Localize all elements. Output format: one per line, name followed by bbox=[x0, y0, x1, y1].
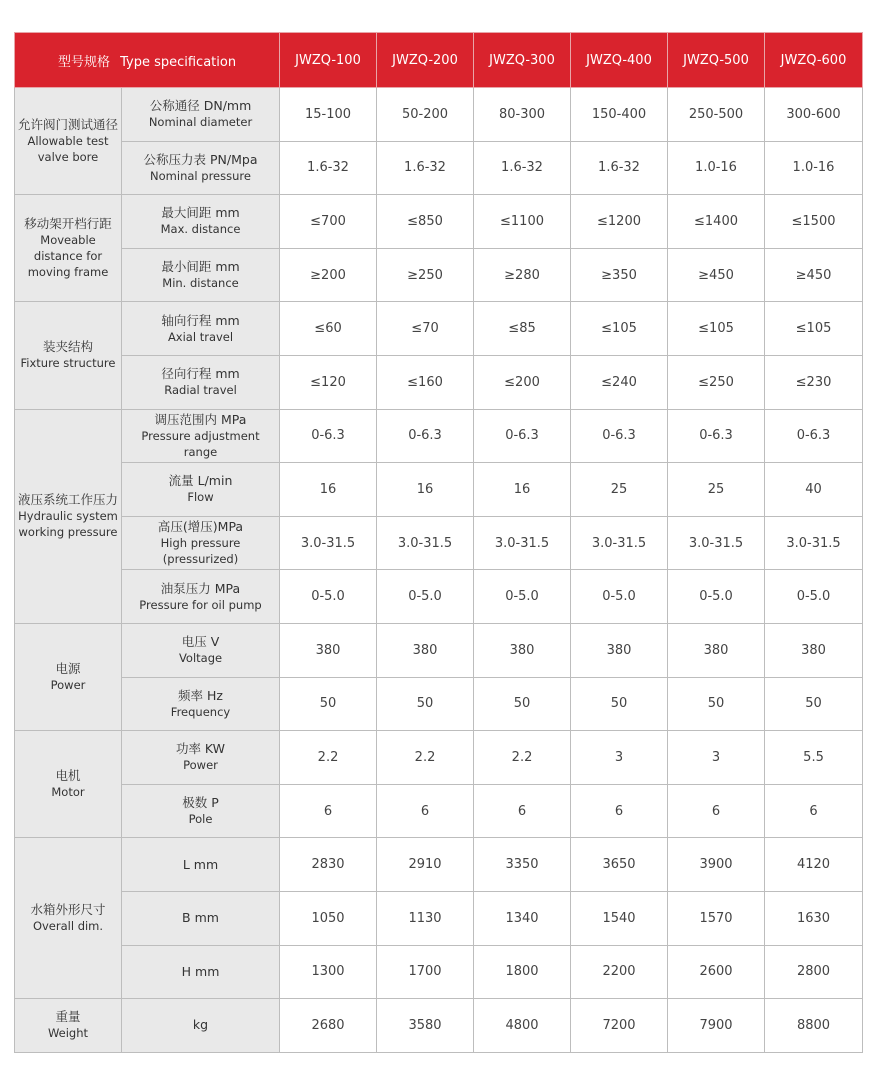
value-cell: 0-6.3 bbox=[571, 409, 668, 463]
table-row bbox=[15, 195, 863, 249]
value-cell: 0-5.0 bbox=[377, 570, 474, 624]
value-cell: 3 bbox=[571, 731, 668, 785]
parameter-label bbox=[122, 516, 280, 570]
group-label-zh: 装夹结构 bbox=[42, 339, 93, 355]
parameter-label-en: Pressure adjustment range bbox=[141, 428, 260, 459]
value-cell: ≤1100 bbox=[474, 195, 571, 249]
parameter-label bbox=[122, 677, 280, 731]
parameter-label-en: Max. distance bbox=[160, 222, 241, 237]
value-cell: 50-200 bbox=[377, 88, 474, 142]
value-cell: 1540 bbox=[571, 891, 668, 945]
value-cell: ≤1500 bbox=[765, 195, 863, 249]
value-cell: 15-100 bbox=[280, 88, 377, 142]
parameter-label bbox=[122, 731, 280, 785]
table-row bbox=[15, 945, 863, 999]
value-cell: ≥350 bbox=[571, 248, 668, 302]
value-cell: 250-500 bbox=[668, 88, 765, 142]
value-cell: ≤1200 bbox=[571, 195, 668, 249]
value-cell: ≥280 bbox=[474, 248, 571, 302]
value-cell: 25 bbox=[571, 463, 668, 517]
value-cell: 16 bbox=[377, 463, 474, 517]
value-cell: 7200 bbox=[571, 999, 668, 1053]
value-cell: 6 bbox=[280, 784, 377, 838]
value-cell: 6 bbox=[474, 784, 571, 838]
value-cell: 0-6.3 bbox=[280, 409, 377, 463]
value-cell: 1700 bbox=[377, 945, 474, 999]
group-label-en: Hydraulic system working pressure bbox=[18, 509, 118, 540]
value-cell: 0-5.0 bbox=[474, 570, 571, 624]
group-label-en: Overall dim. bbox=[32, 919, 104, 934]
group-label-zh: 允许阀门测试通径 bbox=[17, 117, 118, 133]
value-cell: ≤60 bbox=[280, 302, 377, 356]
value-cell: 1.6-32 bbox=[377, 141, 474, 195]
spec-header-zh: 型号规格 bbox=[57, 54, 110, 70]
value-cell: ≤850 bbox=[377, 195, 474, 249]
value-cell: 3.0-31.5 bbox=[474, 516, 571, 570]
value-cell: ≤120 bbox=[280, 355, 377, 409]
group-label bbox=[15, 409, 122, 623]
table-row bbox=[15, 784, 863, 838]
parameter-label-en: Frequency bbox=[170, 704, 231, 719]
table-row bbox=[15, 516, 863, 570]
value-cell: 8800 bbox=[765, 999, 863, 1053]
value-cell: 3.0-31.5 bbox=[571, 516, 668, 570]
parameter-label-zh: 极数 P bbox=[182, 795, 219, 811]
parameter-label-zh: 最小间距 mm bbox=[161, 259, 240, 275]
group-label-en: Motor bbox=[51, 785, 85, 800]
value-cell: 5.5 bbox=[765, 731, 863, 785]
group-label bbox=[15, 999, 122, 1053]
value-cell: 0-6.3 bbox=[668, 409, 765, 463]
parameter-label-zh: kg bbox=[192, 1017, 209, 1033]
value-cell: 380 bbox=[571, 623, 668, 677]
parameter-label-zh: B mm bbox=[182, 910, 219, 926]
value-cell: 0-5.0 bbox=[668, 570, 765, 624]
value-cell: 50 bbox=[280, 677, 377, 731]
value-cell: 380 bbox=[474, 623, 571, 677]
group-label-zh: 重量 bbox=[55, 1009, 81, 1025]
model-header: JWZQ-200 bbox=[377, 33, 474, 88]
parameter-label bbox=[122, 302, 280, 356]
group-label-en: Moveable distance for moving frame bbox=[27, 233, 109, 280]
value-cell: 2.2 bbox=[377, 731, 474, 785]
model-header: JWZQ-100 bbox=[280, 33, 377, 88]
table-row bbox=[15, 141, 863, 195]
value-cell: 380 bbox=[377, 623, 474, 677]
value-cell: ≤250 bbox=[668, 355, 765, 409]
group-label bbox=[15, 623, 122, 730]
value-cell: ≤105 bbox=[668, 302, 765, 356]
group-label-en: Fixture structure bbox=[20, 356, 116, 371]
value-cell: ≤70 bbox=[377, 302, 474, 356]
parameter-label bbox=[122, 88, 280, 142]
table-row bbox=[15, 623, 863, 677]
value-cell: 6 bbox=[668, 784, 765, 838]
value-cell: 4120 bbox=[765, 838, 863, 892]
value-cell: 2.2 bbox=[474, 731, 571, 785]
value-cell: 1800 bbox=[474, 945, 571, 999]
value-cell: 1050 bbox=[280, 891, 377, 945]
group-label-zh: 电源 bbox=[55, 661, 81, 677]
parameter-label bbox=[122, 141, 280, 195]
table-row bbox=[15, 570, 863, 624]
parameter-label-zh: 高压(增压)MPa bbox=[157, 519, 244, 535]
value-cell: 1630 bbox=[765, 891, 863, 945]
value-cell: 7900 bbox=[668, 999, 765, 1053]
value-cell: 380 bbox=[765, 623, 863, 677]
parameter-label bbox=[122, 623, 280, 677]
value-cell: 2910 bbox=[377, 838, 474, 892]
parameter-label-zh: 径向行程 mm bbox=[161, 366, 240, 382]
parameter-label-zh: 公称通径 DN/mm bbox=[149, 98, 252, 114]
value-cell: ≤230 bbox=[765, 355, 863, 409]
group-label-zh: 液压系统工作压力 bbox=[17, 492, 118, 508]
value-cell: 2680 bbox=[280, 999, 377, 1053]
value-cell: ≤1400 bbox=[668, 195, 765, 249]
model-header: JWZQ-300 bbox=[474, 33, 571, 88]
parameter-label-zh: H mm bbox=[181, 963, 220, 979]
table-row bbox=[15, 999, 863, 1053]
parameter-label-zh: 电压 V bbox=[181, 634, 220, 650]
value-cell: 0-6.3 bbox=[765, 409, 863, 463]
value-cell: 3.0-31.5 bbox=[377, 516, 474, 570]
parameter-label-en: Radial travel bbox=[164, 383, 237, 398]
value-cell: ≤85 bbox=[474, 302, 571, 356]
value-cell: 0-6.3 bbox=[377, 409, 474, 463]
value-cell: ≤200 bbox=[474, 355, 571, 409]
value-cell: 1.6-32 bbox=[474, 141, 571, 195]
value-cell: ≥200 bbox=[280, 248, 377, 302]
value-cell: 80-300 bbox=[474, 88, 571, 142]
group-label-en: Allowable test valve bore bbox=[27, 134, 109, 165]
parameter-label-en: High pressure (pressurized) bbox=[160, 536, 241, 567]
value-cell: 4800 bbox=[474, 999, 571, 1053]
model-header: JWZQ-400 bbox=[571, 33, 668, 88]
group-label bbox=[15, 302, 122, 409]
parameter-label bbox=[122, 784, 280, 838]
parameter-label bbox=[122, 355, 280, 409]
spec-table bbox=[14, 32, 863, 1053]
parameter-label-zh: 最大间距 mm bbox=[161, 205, 240, 221]
value-cell: 25 bbox=[668, 463, 765, 517]
parameter-label-zh: 流量 L/min bbox=[168, 473, 233, 489]
value-cell: 2200 bbox=[571, 945, 668, 999]
spec-header bbox=[15, 33, 280, 88]
value-cell: ≥450 bbox=[765, 248, 863, 302]
group-label-zh: 水箱外形尺寸 bbox=[30, 902, 106, 918]
value-cell: 3.0-31.5 bbox=[668, 516, 765, 570]
table-row bbox=[15, 302, 863, 356]
group-label-zh: 电机 bbox=[55, 768, 81, 784]
table-row bbox=[15, 731, 863, 785]
parameter-label bbox=[122, 945, 280, 999]
group-label-en: Power bbox=[50, 678, 86, 693]
parameter-label bbox=[122, 999, 280, 1053]
group-label bbox=[15, 838, 122, 999]
table-row bbox=[15, 248, 863, 302]
table-row bbox=[15, 88, 863, 142]
value-cell: 1.6-32 bbox=[571, 141, 668, 195]
parameter-label-en: Nominal diameter bbox=[148, 115, 253, 130]
value-cell: 3 bbox=[668, 731, 765, 785]
group-label-zh: 移动架开档行距 bbox=[24, 216, 112, 232]
spec-table-body bbox=[15, 88, 863, 1053]
parameter-label-en: Pressure for oil pump bbox=[139, 597, 262, 612]
parameter-label bbox=[122, 195, 280, 249]
parameter-label-zh: 油泵压力 MPa bbox=[160, 580, 241, 596]
table-row bbox=[15, 677, 863, 731]
parameter-label bbox=[122, 409, 280, 463]
model-header: JWZQ-600 bbox=[765, 33, 863, 88]
table-row bbox=[15, 891, 863, 945]
value-cell: 2800 bbox=[765, 945, 863, 999]
table-row bbox=[15, 409, 863, 463]
group-label-en: Weight bbox=[47, 1026, 89, 1041]
parameter-label bbox=[122, 248, 280, 302]
parameter-label-zh: 功率 KW bbox=[175, 741, 226, 757]
table-row bbox=[15, 355, 863, 409]
parameter-label-zh: L mm bbox=[182, 856, 219, 872]
value-cell: 380 bbox=[280, 623, 377, 677]
value-cell: 2600 bbox=[668, 945, 765, 999]
parameter-label-en: Min. distance bbox=[162, 276, 239, 291]
value-cell: 50 bbox=[474, 677, 571, 731]
value-cell: 50 bbox=[668, 677, 765, 731]
value-cell: 0-5.0 bbox=[765, 570, 863, 624]
value-cell: 16 bbox=[474, 463, 571, 517]
value-cell: 6 bbox=[377, 784, 474, 838]
value-cell: 1.0-16 bbox=[765, 141, 863, 195]
parameter-label-en: Nominal pressure bbox=[150, 168, 251, 183]
parameter-label-en: Pole bbox=[188, 812, 213, 827]
header-row bbox=[15, 33, 863, 88]
value-cell: 3650 bbox=[571, 838, 668, 892]
value-cell: 1.6-32 bbox=[280, 141, 377, 195]
parameter-label-en: Axial travel bbox=[167, 329, 234, 344]
value-cell: 150-400 bbox=[571, 88, 668, 142]
parameter-label bbox=[122, 891, 280, 945]
value-cell: ≤105 bbox=[765, 302, 863, 356]
spec-header-en: Type specification bbox=[120, 54, 237, 70]
value-cell: 3580 bbox=[377, 999, 474, 1053]
value-cell: 0-6.3 bbox=[474, 409, 571, 463]
parameter-label-zh: 轴向行程 mm bbox=[161, 312, 240, 328]
value-cell: ≥450 bbox=[668, 248, 765, 302]
value-cell: 1300 bbox=[280, 945, 377, 999]
group-label bbox=[15, 195, 122, 302]
table-row bbox=[15, 838, 863, 892]
value-cell: 50 bbox=[765, 677, 863, 731]
value-cell: 3350 bbox=[474, 838, 571, 892]
parameter-label-zh: 公称压力表 PN/Mpa bbox=[143, 151, 258, 167]
value-cell: 380 bbox=[668, 623, 765, 677]
value-cell: ≥250 bbox=[377, 248, 474, 302]
value-cell: 16 bbox=[280, 463, 377, 517]
value-cell: 1340 bbox=[474, 891, 571, 945]
value-cell: ≤700 bbox=[280, 195, 377, 249]
parameter-label-zh: 调压范围内 MPa bbox=[154, 411, 247, 427]
value-cell: 0-5.0 bbox=[571, 570, 668, 624]
value-cell: ≤160 bbox=[377, 355, 474, 409]
parameter-label bbox=[122, 838, 280, 892]
value-cell: 3.0-31.5 bbox=[280, 516, 377, 570]
value-cell: 1130 bbox=[377, 891, 474, 945]
value-cell: 1.0-16 bbox=[668, 141, 765, 195]
group-label bbox=[15, 88, 122, 195]
value-cell: 50 bbox=[377, 677, 474, 731]
value-cell: 300-600 bbox=[765, 88, 863, 142]
parameter-label-en: Voltage bbox=[178, 651, 223, 666]
group-label bbox=[15, 731, 122, 838]
spec-table-container bbox=[14, 32, 862, 1053]
value-cell: 6 bbox=[765, 784, 863, 838]
table-row bbox=[15, 463, 863, 517]
value-cell: 2830 bbox=[280, 838, 377, 892]
parameter-label-zh: 频率 Hz bbox=[178, 687, 223, 703]
value-cell: 40 bbox=[765, 463, 863, 517]
value-cell: 2.2 bbox=[280, 731, 377, 785]
value-cell: 3.0-31.5 bbox=[765, 516, 863, 570]
value-cell: 1570 bbox=[668, 891, 765, 945]
parameter-label bbox=[122, 570, 280, 624]
value-cell: 0-5.0 bbox=[280, 570, 377, 624]
value-cell: 6 bbox=[571, 784, 668, 838]
value-cell: ≤240 bbox=[571, 355, 668, 409]
value-cell: 3900 bbox=[668, 838, 765, 892]
value-cell: 50 bbox=[571, 677, 668, 731]
parameter-label-en: Flow bbox=[187, 490, 214, 505]
model-header: JWZQ-500 bbox=[668, 33, 765, 88]
parameter-label bbox=[122, 463, 280, 517]
parameter-label-en: Power bbox=[183, 758, 218, 773]
value-cell: ≤105 bbox=[571, 302, 668, 356]
